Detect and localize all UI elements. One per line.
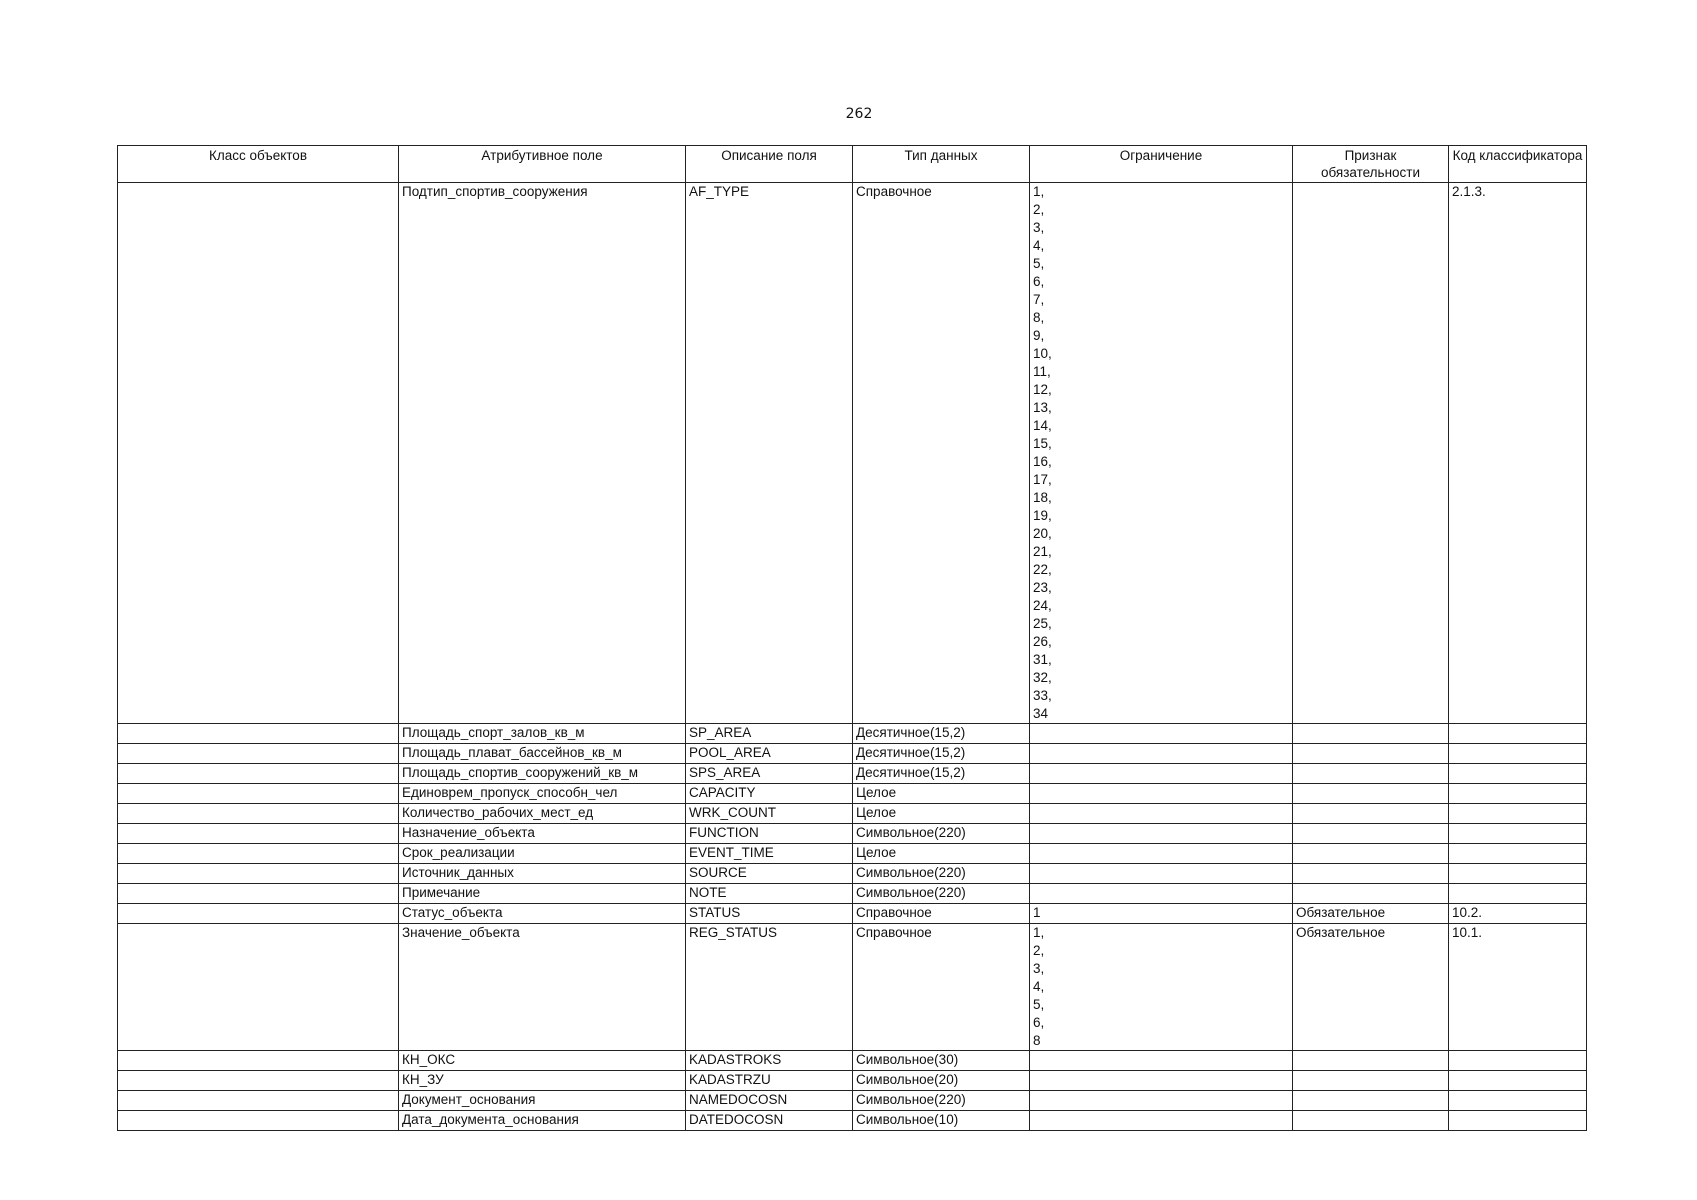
classifier-code-cell — [1449, 744, 1587, 764]
constraint-cell: 1, 2, 3, 4, 5, 6, 7, 8, 9, 10, 11, 12, 13, 14, 15, 16, 17, 18, 19, 20, 21, 22, 23, 24, 25, 26, 31, 32, 33, 34 — [1030, 183, 1293, 724]
field-description-cell: EVENT_TIME — [686, 844, 853, 864]
table-row — [118, 824, 1587, 844]
mandatory-flag-cell — [1293, 1111, 1449, 1131]
mandatory-flag-cell — [1293, 1071, 1449, 1091]
data-type-cell: Десятичное(15,2) — [853, 764, 1030, 784]
classifier-code-cell — [1449, 724, 1587, 744]
table-row — [118, 1091, 1587, 1111]
data-type-cell: Справочное — [853, 183, 1030, 724]
object-class-cell — [118, 183, 399, 724]
data-type-cell: Справочное — [853, 924, 1030, 1051]
classifier-code-cell: 10.2. — [1449, 904, 1587, 924]
header-object-class: Класс объектов — [118, 146, 399, 183]
table-row — [118, 904, 1587, 924]
constraint-cell — [1030, 1051, 1293, 1071]
constraint-cell: 1 — [1030, 904, 1293, 924]
mandatory-flag-cell — [1293, 764, 1449, 784]
classifier-code-cell — [1449, 784, 1587, 804]
constraint-cell — [1030, 824, 1293, 844]
data-type-cell: Справочное — [853, 904, 1030, 924]
data-type-cell: Символьное(220) — [853, 864, 1030, 884]
table-row — [118, 764, 1587, 784]
object-class-cell — [118, 864, 399, 884]
field-description-cell: NOTE — [686, 884, 853, 904]
attribute-field-cell: Источник_данных — [399, 864, 686, 884]
field-description-cell: KADASTROKS — [686, 1051, 853, 1071]
mandatory-flag-cell — [1293, 724, 1449, 744]
attribute-field-cell: Статус_объекта — [399, 904, 686, 924]
object-class-cell — [118, 724, 399, 744]
constraint-cell — [1030, 844, 1293, 864]
data-type-cell: Десятичное(15,2) — [853, 724, 1030, 744]
field-description-cell: FUNCTION — [686, 824, 853, 844]
attribute-field-cell: Дата_документа_основания — [399, 1111, 686, 1131]
classifier-code-cell — [1449, 824, 1587, 844]
constraint-cell — [1030, 1091, 1293, 1111]
classifier-code-cell — [1449, 1071, 1587, 1091]
data-type-cell: Символьное(10) — [853, 1111, 1030, 1131]
data-type-cell: Целое — [853, 784, 1030, 804]
table-header-row — [118, 146, 1587, 183]
attribute-field-cell: Назначение_объекта — [399, 824, 686, 844]
mandatory-flag-cell — [1293, 824, 1449, 844]
data-type-cell: Символьное(20) — [853, 1071, 1030, 1091]
attribute-field-cell: Единоврем_пропуск_способн_чел — [399, 784, 686, 804]
classifier-code-cell: 2.1.3. — [1449, 183, 1587, 724]
table-row — [118, 884, 1587, 904]
field-description-cell: STATUS — [686, 904, 853, 924]
table-row — [118, 724, 1587, 744]
field-description-cell: AF_TYPE — [686, 183, 853, 724]
data-type-cell: Символьное(220) — [853, 1091, 1030, 1111]
mandatory-flag-cell — [1293, 864, 1449, 884]
field-description-cell: SP_AREA — [686, 724, 853, 744]
classifier-code-cell — [1449, 864, 1587, 884]
mandatory-flag-cell — [1293, 844, 1449, 864]
attribute-field-cell: Количество_рабочих_мест_ед — [399, 804, 686, 824]
attribute-table — [117, 145, 1587, 1131]
classifier-code-cell: 10.1. — [1449, 924, 1587, 1051]
table-row — [118, 924, 1587, 1051]
classifier-code-cell — [1449, 804, 1587, 824]
table-row — [118, 864, 1587, 884]
attribute-field-cell: Значение_объекта — [399, 924, 686, 1051]
mandatory-flag-cell: Обязательное — [1293, 924, 1449, 1051]
header-constraint: Ограничение — [1030, 146, 1293, 183]
table-row — [118, 1071, 1587, 1091]
object-class-cell — [118, 884, 399, 904]
constraint-cell — [1030, 764, 1293, 784]
attribute-field-cell: КН_ЗУ — [399, 1071, 686, 1091]
data-type-cell: Символьное(220) — [853, 884, 1030, 904]
classifier-code-cell — [1449, 764, 1587, 784]
object-class-cell — [118, 1111, 399, 1131]
header-mandatory-flag: Признак обязательности — [1293, 146, 1449, 183]
object-class-cell — [118, 1071, 399, 1091]
data-type-cell: Символьное(30) — [853, 1051, 1030, 1071]
field-description-cell: WRK_COUNT — [686, 804, 853, 824]
classifier-code-cell — [1449, 1111, 1587, 1131]
object-class-cell — [118, 1091, 399, 1111]
mandatory-flag-cell — [1293, 744, 1449, 764]
attribute-field-cell: Подтип_спортив_сооружения — [399, 183, 686, 724]
object-class-cell — [118, 924, 399, 1051]
mandatory-flag-cell — [1293, 804, 1449, 824]
attribute-field-cell: Площадь_плават_бассейнов_кв_м — [399, 744, 686, 764]
classifier-code-cell — [1449, 1091, 1587, 1111]
classifier-code-cell — [1449, 1051, 1587, 1071]
constraint-cell — [1030, 724, 1293, 744]
object-class-cell — [118, 804, 399, 824]
field-description-cell: SOURCE — [686, 864, 853, 884]
object-class-cell — [118, 824, 399, 844]
classifier-code-cell — [1449, 884, 1587, 904]
table-row — [118, 1051, 1587, 1071]
table-row — [118, 744, 1587, 764]
constraint-cell — [1030, 804, 1293, 824]
field-description-cell: CAPACITY — [686, 784, 853, 804]
mandatory-flag-cell — [1293, 1091, 1449, 1111]
attribute-field-cell: Срок_реализации — [399, 844, 686, 864]
header-field-description: Описание поля — [686, 146, 853, 183]
page-number: 262 — [845, 106, 873, 122]
object-class-cell — [118, 764, 399, 784]
constraint-cell — [1030, 864, 1293, 884]
field-description-cell: KADASTRZU — [686, 1071, 853, 1091]
mandatory-flag-cell — [1293, 784, 1449, 804]
object-class-cell — [118, 904, 399, 924]
table-row — [118, 784, 1587, 804]
mandatory-flag-cell — [1293, 884, 1449, 904]
constraint-cell — [1030, 744, 1293, 764]
attribute-field-cell: Площадь_спорт_залов_кв_м — [399, 724, 686, 744]
field-description-cell: POOL_AREA — [686, 744, 853, 764]
object-class-cell — [118, 844, 399, 864]
data-type-cell: Целое — [853, 844, 1030, 864]
constraint-cell: 1, 2, 3, 4, 5, 6, 8 — [1030, 924, 1293, 1051]
attribute-field-cell: Площадь_спортив_сооружений_кв_м — [399, 764, 686, 784]
data-type-cell: Символьное(220) — [853, 824, 1030, 844]
table-row — [118, 1111, 1587, 1131]
table-row — [118, 844, 1587, 864]
classifier-code-cell — [1449, 844, 1587, 864]
mandatory-flag-cell — [1293, 1051, 1449, 1071]
table-row — [118, 183, 1587, 724]
header-data-type: Тип данных — [853, 146, 1030, 183]
attribute-field-cell: Документ_основания — [399, 1091, 686, 1111]
table-row — [118, 804, 1587, 824]
constraint-cell — [1030, 1111, 1293, 1131]
object-class-cell — [118, 744, 399, 764]
field-description-cell: DATEDOCOSN — [686, 1111, 853, 1131]
object-class-cell — [118, 1051, 399, 1071]
header-attribute-field: Атрибутивное поле — [399, 146, 686, 183]
constraint-cell — [1030, 784, 1293, 804]
constraint-cell — [1030, 884, 1293, 904]
object-class-cell — [118, 784, 399, 804]
field-description-cell: SPS_AREA — [686, 764, 853, 784]
mandatory-flag-cell — [1293, 183, 1449, 724]
field-description-cell: NAMEDOCOSN — [686, 1091, 853, 1111]
attribute-field-cell: Примечание — [399, 884, 686, 904]
header-classifier-code: Код классификатора — [1449, 146, 1587, 183]
data-type-cell: Десятичное(15,2) — [853, 744, 1030, 764]
mandatory-flag-cell: Обязательное — [1293, 904, 1449, 924]
data-type-cell: Целое — [853, 804, 1030, 824]
constraint-cell — [1030, 1071, 1293, 1091]
attribute-field-cell: КН_ОКС — [399, 1051, 686, 1071]
field-description-cell: REG_STATUS — [686, 924, 853, 1051]
